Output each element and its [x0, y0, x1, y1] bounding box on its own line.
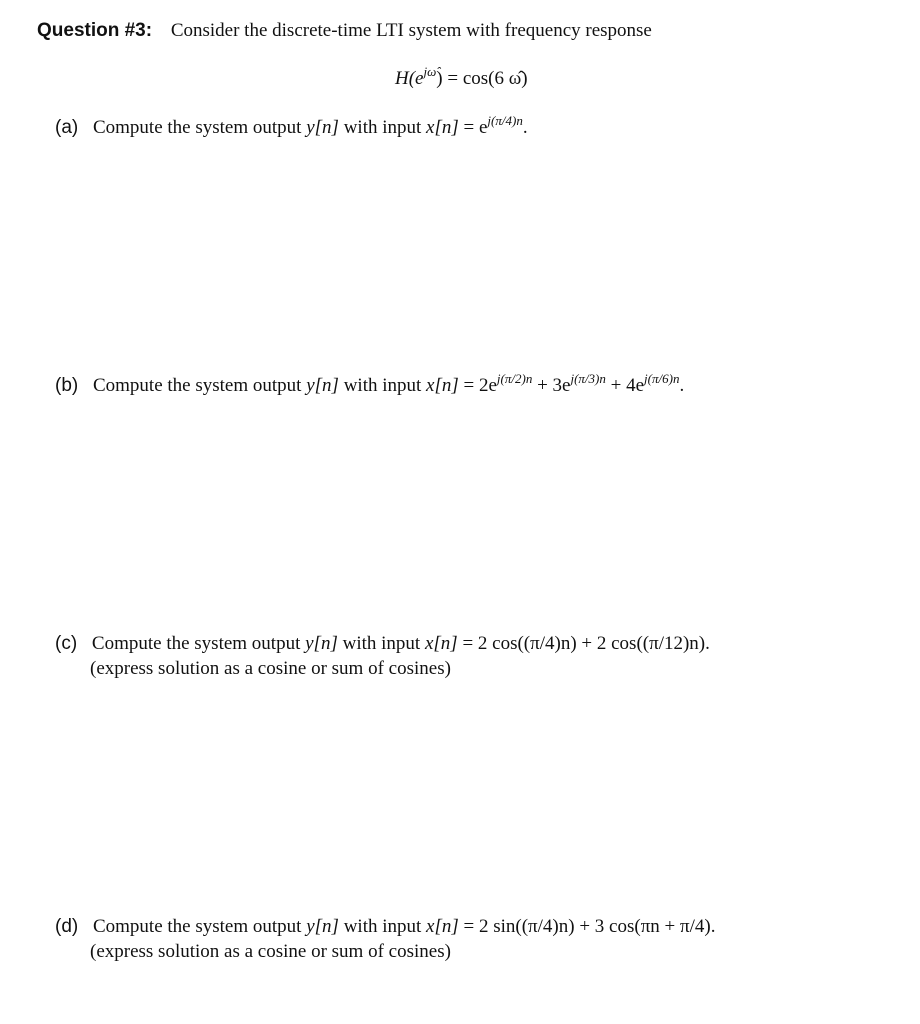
part-c-note: (express solution as a cosine or sum of cosines)	[90, 658, 451, 679]
part-b-output-var: y[n]	[306, 375, 339, 396]
part-c-input-var: x[n]	[424, 633, 458, 654]
part-c	[55, 633, 710, 655]
part-b-text: Compute the system output	[92, 375, 302, 396]
part-d-note: (express solution as a cosine or sum of cosines)	[90, 941, 451, 962]
part-b-term-2: + 3e	[532, 375, 571, 396]
part-c-text: Compute the system output	[91, 633, 301, 654]
equation-rhs: ) = cos(6 ω̂)	[436, 68, 528, 89]
part-a-label: (a)	[55, 117, 79, 138]
part-b-exponent-2: j(π/3)n	[570, 371, 606, 386]
part-a-mid: with input	[343, 117, 422, 138]
part-a-input-var: x[n]	[426, 117, 459, 138]
part-b-exponent-3: j(π/6)n	[644, 371, 680, 386]
part-c-expression: = 2 cos((π/4)n) + 2 cos((π/12)n).	[462, 633, 710, 654]
part-b-input-var: x[n]	[426, 375, 459, 396]
part-d-label: (d)	[55, 916, 79, 937]
equation-lhs: H(e	[395, 68, 424, 89]
question-header	[37, 20, 652, 42]
equation-exponent: jω̂	[423, 64, 437, 79]
part-a-text: Compute the system output	[92, 117, 302, 138]
part-d-mid: with input	[343, 916, 422, 937]
question-intro: Consider the discrete-time LTI system with frequency response	[170, 20, 652, 41]
part-d-text: Compute the system output	[92, 916, 302, 937]
part-a-exponent: j(π/4)n	[487, 113, 523, 128]
part-b-exponent-1: j(π/2)n	[496, 371, 533, 386]
question-label: Question #3:	[37, 20, 153, 41]
part-c-output-var: y[n]	[305, 633, 338, 654]
part-b-tail: .	[679, 375, 685, 396]
part-c-label: (c)	[55, 633, 78, 654]
part-d-output-var: y[n]	[306, 916, 339, 937]
part-b-mid: with input	[343, 375, 422, 396]
part-a-eq: = e	[463, 117, 488, 138]
part-c-mid: with input	[342, 633, 421, 654]
part-d-input-var: x[n]	[426, 916, 459, 937]
part-a	[55, 113, 528, 139]
part-b-term-1: = 2e	[463, 375, 497, 396]
part-b-label: (b)	[55, 375, 79, 396]
part-b	[55, 371, 685, 397]
part-a-output-var: y[n]	[306, 117, 339, 138]
frequency-response-equation	[395, 64, 528, 90]
part-d	[55, 916, 715, 938]
part-b-term-3: + 4e	[605, 375, 645, 396]
part-d-expression: = 2 sin((π/4)n) + 3 cos(πn + π/4).	[463, 916, 716, 937]
part-a-tail: .	[522, 117, 528, 138]
